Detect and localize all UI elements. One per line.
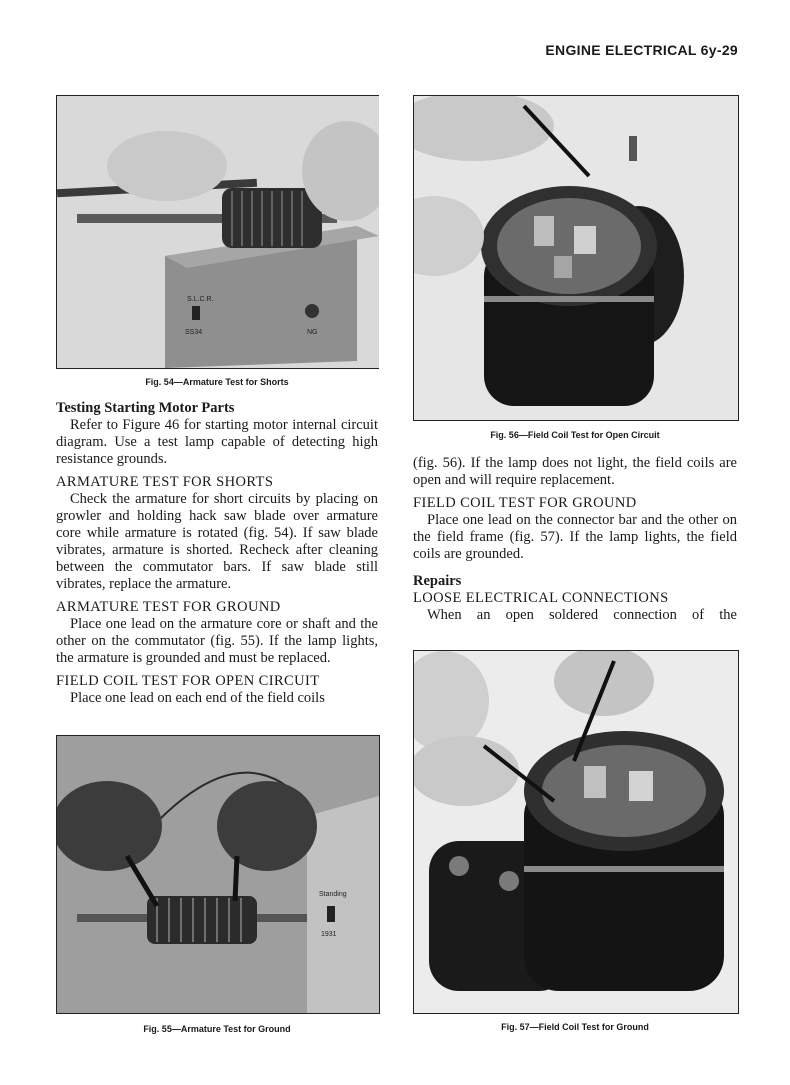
fig55-label-1: Standing [319,891,347,898]
section-field-open-title: FIELD COIL TEST FOR OPEN CIRCUIT [56,673,320,689]
fig55-label-2: 1931 [321,931,337,938]
fig54-caption: Fig. 54—Armature Test for Shorts [145,377,289,387]
page-header: ENGINE ELECTRICAL 6y-29 [545,42,738,58]
intro-paragraph: Refer to Figure 46 for starting motor internal circuit diagram. Use a test lamp capable of detecting high resistance grounds. [56,417,378,467]
left-column [56,400,378,707]
fig56-photo [413,95,739,421]
section-loose-connections-text: When an open soldered connection of the [427,607,737,623]
section-armature-ground-text: Place one lead on the armature core or shaft and the other on the commutator (fig. 55). If the lamp lights, the armature is grounded and must be replaced. [56,616,378,666]
fig54-label-2: SS34 [185,329,203,336]
section-field-open-text: Place one lead on each end of the field coils [70,690,325,706]
testing-heading: Testing Starting Motor Parts [56,400,235,416]
fig57-photo [413,650,739,1014]
fig57-caption: Fig. 57—Field Coil Test for Ground [501,1022,649,1032]
section-field-ground-title: FIELD COIL TEST FOR GROUND [413,495,637,511]
fig54-photo [56,95,379,369]
section-field-ground-text: Place one lead on the connector bar and the other on the field frame (fig. 57). If the lamp lights, the field coils are grounded. [413,512,737,562]
fig55-photo [56,735,380,1014]
section-armature-shorts-title: ARMATURE TEST FOR SHORTS [56,474,274,490]
fig54-label-3: NG [307,329,318,336]
fig54-label-1: S.L.C.R. [187,296,214,303]
section-armature-ground-title: ARMATURE TEST FOR GROUND [56,599,281,615]
fig55-caption: Fig. 55—Armature Test for Ground [143,1024,291,1034]
continuation-paragraph: (fig. 56). If the lamp does not light, the field coils are open and will require replacement. [413,455,737,488]
repairs-heading: Repairs [413,573,462,589]
right-column [413,455,737,624]
section-armature-shorts-text: Check the armature for short circuits by placing on growler and holding hack saw blade over armature core while armature is rotated (fig. 54). If saw blade vibrates, armature is shorted. Recheck after cleaning between the commutator bars. If saw blade still vibrates, replace the armature. [56,491,378,592]
section-loose-connections-title: LOOSE ELECTRICAL CONNECTIONS [413,590,669,606]
fig56-caption: Fig. 56—Field Coil Test for Open Circuit [490,430,660,440]
